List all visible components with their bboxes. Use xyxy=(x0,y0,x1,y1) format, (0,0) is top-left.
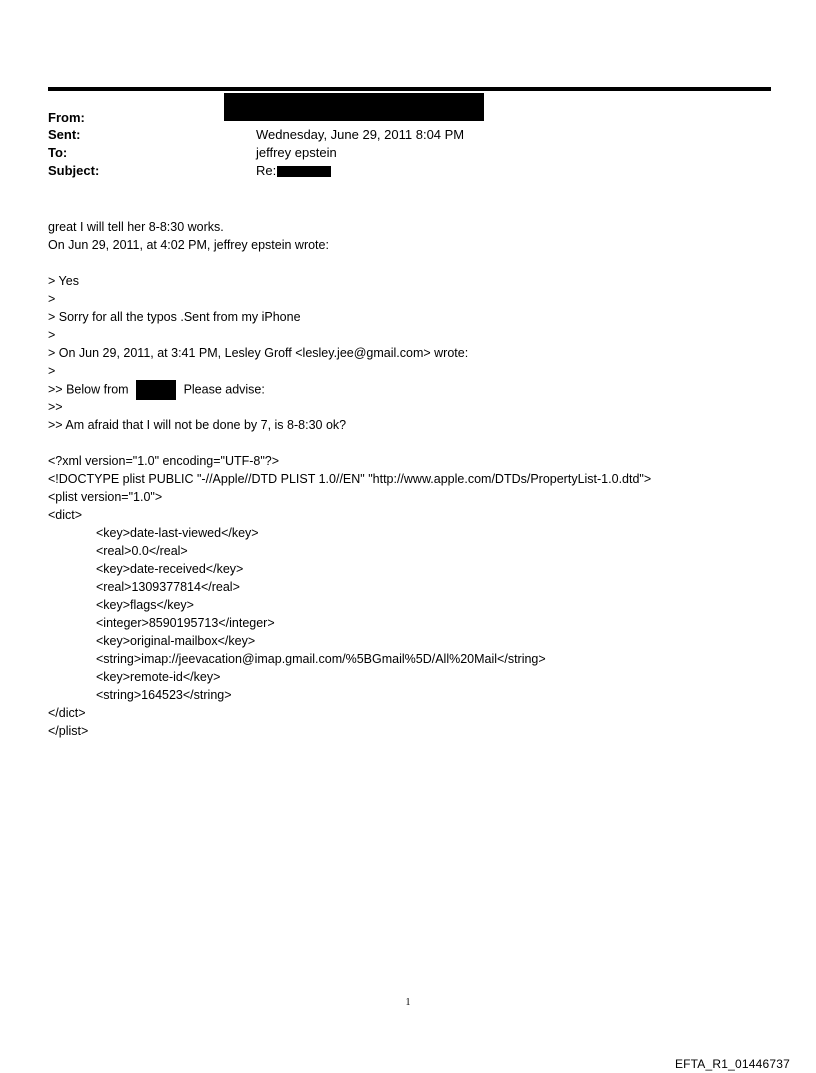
quoted-suffix: Please advise: xyxy=(183,382,265,397)
plist-line: <dict> xyxy=(48,508,83,522)
plist-line: <string>164523</string> xyxy=(96,688,232,702)
plist-line: <plist version="1.0"> xyxy=(48,490,163,504)
quoted-line: > xyxy=(48,364,56,378)
plist-line: <key>date-received</key> xyxy=(96,562,244,576)
plist-line: <key>original-mailbox</key> xyxy=(96,634,256,648)
page-number: 1 xyxy=(405,997,411,1008)
to-value: jeffrey epstein xyxy=(256,145,337,160)
plist-line: <real>1309377814</real> xyxy=(96,580,240,594)
plist-line: <key>remote-id</key> xyxy=(96,670,221,684)
plist-line: <key>flags</key> xyxy=(96,598,194,612)
plist-line: <string>imap://jeevacation@imap.gmail.com/%5BGmail%5D/All%20Mail</string> xyxy=(96,652,546,666)
email-body xyxy=(48,218,788,740)
quoted-line: > On Jun 29, 2011, at 3:41 PM, Lesley Groff <lesley.jee@gmail.com> wrote: xyxy=(48,346,469,360)
subject-prefix: Re: xyxy=(256,163,277,178)
plist-line: <integer>8590195713</integer> xyxy=(96,616,275,630)
quoted-line: > xyxy=(48,292,56,306)
from-value-redacted xyxy=(256,93,484,121)
quoted-line xyxy=(48,380,788,398)
quoted-line: >> xyxy=(48,400,63,414)
sent-label: Sent: xyxy=(48,127,81,142)
sent-value: Wednesday, June 29, 2011 8:04 PM xyxy=(256,127,465,142)
redaction-box xyxy=(136,380,176,400)
quoted-line: > Sorry for all the typos .Sent from my iPhone xyxy=(48,310,301,324)
body-line: On Jun 29, 2011, at 4:02 PM, jeffrey epstein wrote: xyxy=(48,238,329,252)
quoted-prefix: >> Below from xyxy=(48,382,129,397)
blank-line xyxy=(48,254,788,272)
body-line: great I will tell her 8-8:30 works. xyxy=(48,220,224,234)
quoted-line: >> Am afraid that I will not be done by 7, is 8-8:30 ok? xyxy=(48,418,347,432)
blank-line xyxy=(48,434,788,452)
redaction-box xyxy=(277,166,331,177)
plist-line: <?xml version="1.0" encoding="UTF-8"?> xyxy=(48,454,280,468)
from-label: From: xyxy=(48,110,85,125)
plist-line: <!DOCTYPE plist PUBLIC "-//Apple//DTD PLIST 1.0//EN" "http://www.apple.com/DTDs/PropertyList-1.0.dtd"> xyxy=(48,472,652,486)
quoted-line: > xyxy=(48,328,56,342)
bates-number: EFTA_R1_01446737 xyxy=(674,1057,790,1071)
plist-line: </plist> xyxy=(48,724,89,738)
to-label: To: xyxy=(48,145,68,160)
plist-line: </dict> xyxy=(48,706,86,720)
plist-line: <key>date-last-viewed</key> xyxy=(96,526,259,540)
plist-line: <real>0.0</real> xyxy=(96,544,188,558)
header-rule xyxy=(48,87,771,91)
redaction-box xyxy=(224,93,484,121)
quoted-line: > Yes xyxy=(48,274,79,288)
subject-label: Subject: xyxy=(48,163,100,178)
subject-value xyxy=(256,163,331,179)
